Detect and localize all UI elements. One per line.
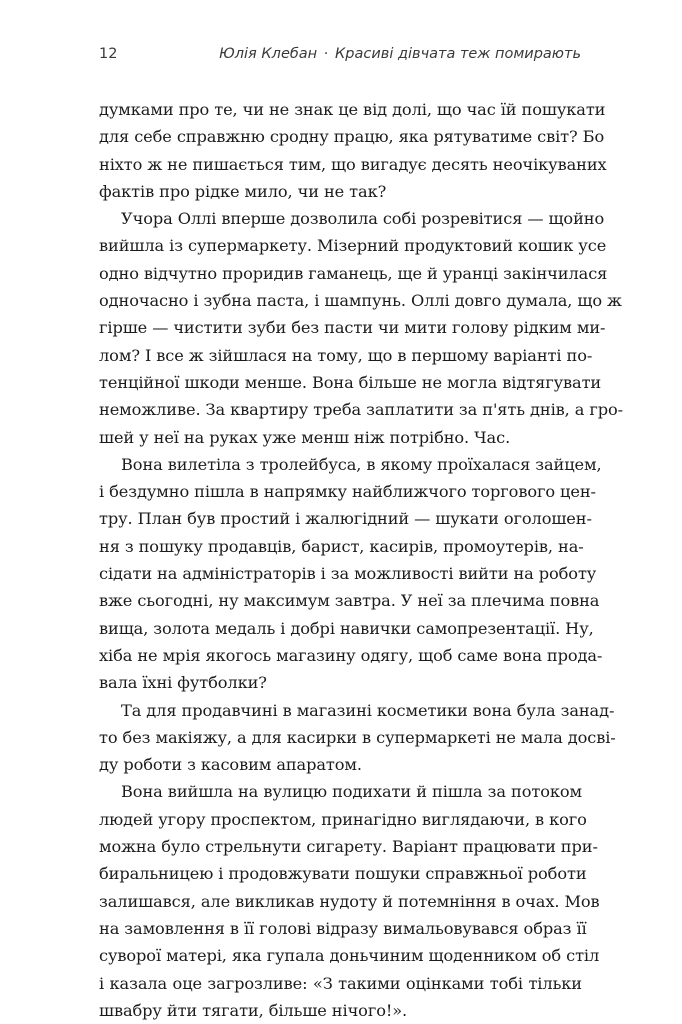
running-title (219, 46, 581, 62)
paragraph (99, 96, 607, 205)
text-line: гірше — чистити зуби без пасти чи мити голову рідким ми- (99, 318, 606, 338)
text-line: фактів про рідке мило, чи не так? (99, 181, 387, 201)
text-line: суворої матері, яка гупала доньчиним щоденником об стіл (99, 946, 600, 966)
text-line: можна було стрельнути сигарету. Варіант працювати при- (99, 837, 598, 857)
page-number: 12 (99, 46, 118, 62)
body-text (99, 96, 624, 1024)
text-line: і бездумно пішла в напрямку найближчого торгового цен- (99, 482, 596, 502)
text-line: одночасно і зубна паста, і шампунь. Оллі довго думала, що ж (99, 291, 622, 311)
text-line: неможливе. За квартиру треба заплатити за п'ять днів, а гро- (99, 400, 624, 420)
text-line: Вона вилетіла з тролейбуса, в якому проїхалася зайцем, (121, 454, 602, 474)
text-line: Учора Оллі вперше дозволила собі розревітися — щойно (121, 209, 605, 229)
author-name: Юлія Клебан (219, 46, 318, 62)
title-separator: · (323, 46, 329, 62)
paragraph (99, 451, 603, 697)
text-line: то без макіяжу, а для касирки в супермаркеті не мала досві- (99, 727, 616, 747)
text-line: думками про те, чи не знак це від долі, що час їй пошукати (99, 100, 606, 119)
text-line: вже сьогодні, ну максимум завтра. У неї за плечима повна (99, 591, 600, 611)
text-line: шей у неї на руках уже менш ніж потрібно. Час. (99, 427, 511, 447)
text-line: одно відчутно проридив гаманець, ще й уранці закінчилася (99, 263, 608, 283)
text-line: на замовлення в її голові відразу вимальовувався образ її (99, 918, 587, 938)
text-line: ду роботи з касовим апаратом. (99, 755, 362, 775)
text-line: тенційної шкоди менше. Вона більше не могла відтягувати (99, 372, 602, 392)
text-line: для себе справжню сродну працю, яка рятуватиме світ? Бо (99, 127, 605, 147)
text-line: лом? І все ж зійшлася на тому, що в першому варіанті по- (99, 345, 593, 365)
text-line: ня з пошуку продавців, барист, касирів, промоутерів, на- (99, 536, 584, 556)
text-line: швабру йти тягати, більше нічого!». (99, 1000, 408, 1020)
text-line: биральницею і продовжувати пошуки справжньої роботи (99, 864, 587, 884)
text-line: сідати на адміністраторів і за можливості вийти на роботу (99, 564, 597, 584)
text-line: тру. План був простий і жалюгідний — шукати оголошен- (99, 509, 592, 529)
book-title: Красиві дівчата теж помирають (335, 46, 581, 62)
paragraph (99, 205, 624, 451)
running-head (99, 46, 581, 68)
text-line: Вона вийшла на вулицю подихати й пішла за потоком (121, 782, 582, 802)
text-line: ніхто ж не пишається тим, що вигадує десять неочікуваних (99, 154, 607, 174)
text-line: вища, золота медаль і добрі навички самопрезентації. Ну, (99, 618, 594, 638)
text-line: людей угору проспектом, принагідно виглядаючи, в кого (99, 809, 587, 829)
paragraph (99, 778, 600, 1024)
text-line: вийшла із супермаркету. Мізерний продуктовий кошик усе (99, 236, 607, 256)
text-line: Та для продавчині в магазині косметики вона була занад- (121, 700, 615, 720)
text-line: хіба не мрія якогось магазину одягу, щоб саме вона прода- (99, 645, 603, 665)
text-line: вала їхні футболки? (99, 673, 267, 693)
text-line: і казала оце загрозливе: «З такими оцінками тобі тільки (99, 973, 582, 993)
text-line: залишався, але викликав нудоту й потемніння в очах. Мов (99, 891, 600, 911)
paragraph (99, 697, 616, 779)
